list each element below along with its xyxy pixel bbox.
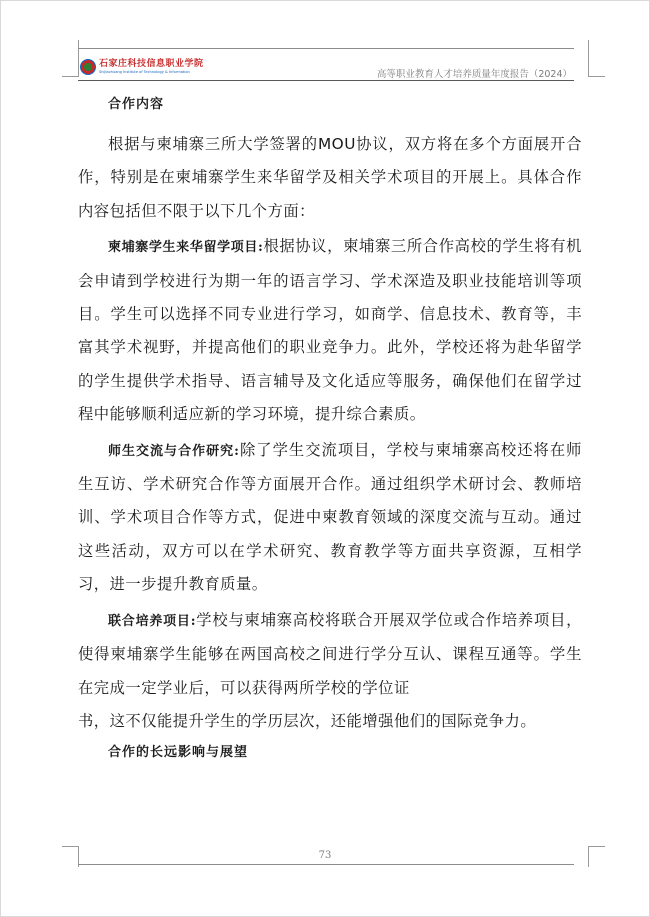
paragraph-lead: 师生交流与合作研究: <box>108 443 240 459</box>
crop-mark-top-left <box>62 40 79 77</box>
page-content <box>78 92 582 766</box>
header-rule-top <box>78 48 574 49</box>
logo-school-name-en: Shijiazhuang Institute of Technology & Information <box>99 69 190 74</box>
section-heading-outlook: 合作的长远影响与展望 <box>108 745 249 761</box>
paragraph-body: 学校与柬埔寨高校将联合开展双学位或合作培养项目，使得柬埔寨学生能够在两国高校之间进行学分互认、课程互通等。学生在完成一定学业后，可以获得两所学校的学位证 <box>78 610 582 697</box>
section-heading-cooperation-content: 合作内容 <box>108 97 165 112</box>
report-title: 高等职业教育人才培养质量年度报告（2024） <box>376 69 572 80</box>
paragraph-lead: 柬埔寨学生来华留学项目: <box>108 240 264 256</box>
paragraph-study-in-china <box>78 230 582 431</box>
paragraph-joint-training <box>78 604 582 705</box>
logo-school-name: 石家庄科技信息职业学院 <box>99 58 204 69</box>
page-number: 73 <box>318 850 332 861</box>
school-logo <box>80 56 204 78</box>
paragraph-joint-training-continued: 书，这不仅能提升学生的学历层次，还能增强他们的国际竞争力。 <box>78 711 537 730</box>
school-emblem-icon <box>80 59 96 75</box>
footer-rule <box>78 864 574 865</box>
paragraph-body: 除了学生交流项目，学校与柬埔寨高校还将在师生互访、学术研究合作等方面展开合作。通过组织学术研讨会、教师培训、学术项目合作等方式，促进中柬教育领域的深度交流与互动。通过这些活动，双方可以在学术研究、教育教学等方面共享资源，互相学习，进一步提升教育质量。 <box>78 440 582 594</box>
paragraph-body: 根据协议，柬埔寨三所合作高校的学生将有机会申请到学校进行为期一年的语言学习、学术深造及职业技能培训等项目。学生可以选择不同专业进行学习，如商学、信息技术、教育等，丰富其学术视野，并提高他们的职业竞争力。此外，学校还将为赴华留学的学生提供学术指导、语言辅导及文化适应等服务，确保他们在留学过程中能够顺利适应新的学习环境，提升综合素质。 <box>78 237 582 424</box>
paragraph-lead: 联合培养项目: <box>108 613 197 629</box>
paragraph-exchange-research <box>78 434 582 602</box>
header-rule-bottom <box>78 80 574 81</box>
crop-mark-top-right <box>588 40 605 77</box>
intro-paragraph: 根据与柬埔寨三所大学签署的MOU协议，双方将在多个方面展开合作，特别是在柬埔寨学生来华留学及相关学术项目的开展上。具体合作内容包括但不限于以下几个方面： <box>78 135 582 220</box>
